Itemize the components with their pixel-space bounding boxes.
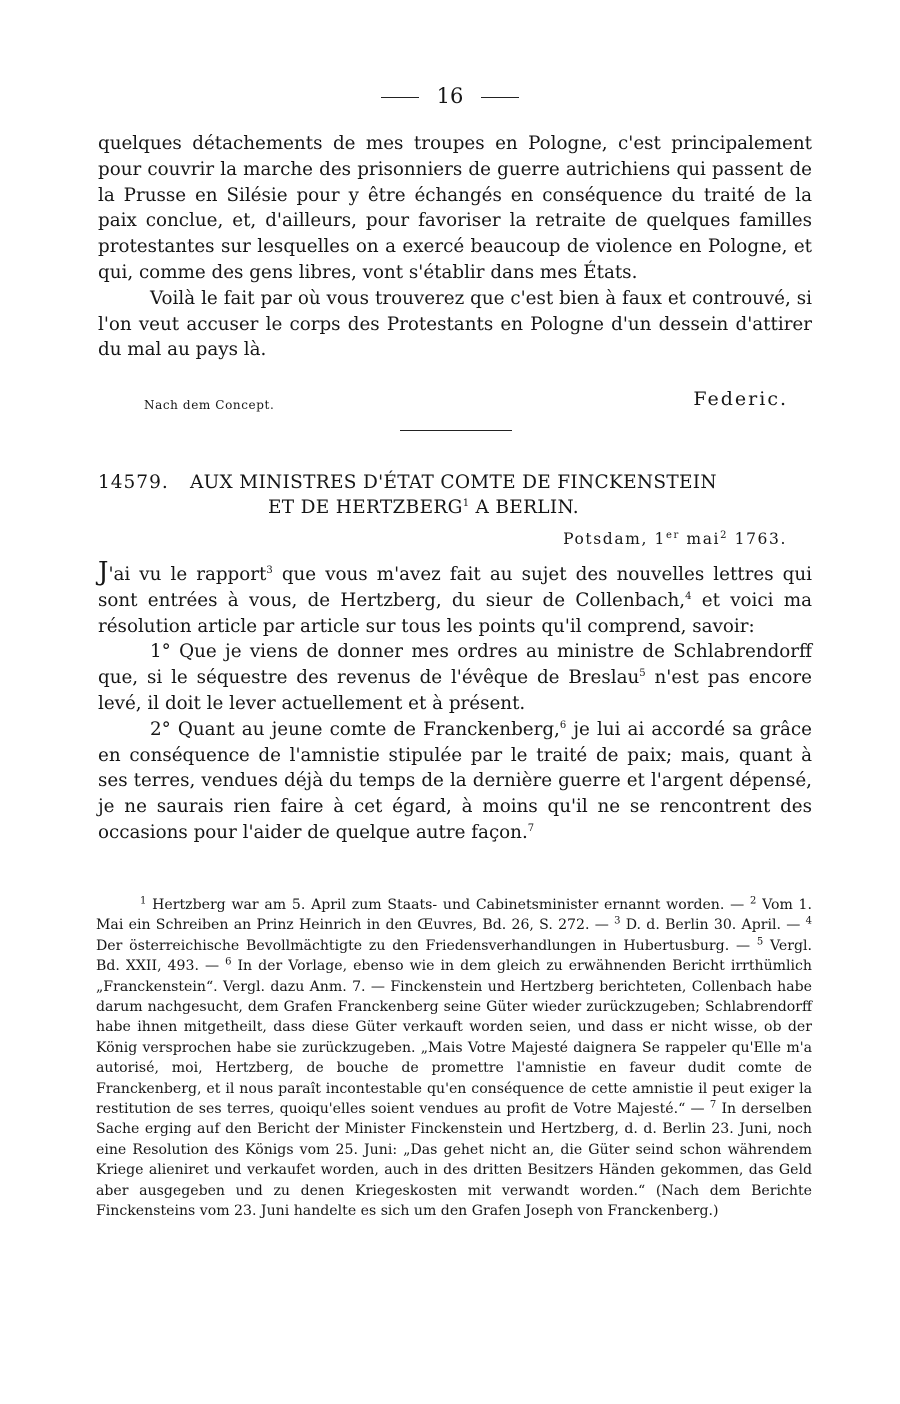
- place-date: [563, 530, 787, 548]
- footnote-ref: 7: [527, 822, 535, 834]
- paragraph-text: n'est pas encore levé, il doit le lever actuellement et à présent.: [98, 667, 812, 714]
- footnote-block: [96, 895, 812, 1222]
- letter-paragraph-2: [98, 639, 812, 716]
- footnote-ref: 6: [559, 719, 567, 731]
- letter-paragraph-3: [98, 717, 812, 846]
- paragraph-text: 2° Quant au jeune comte de Franckenberg,: [150, 718, 560, 740]
- footnote-number: 3: [614, 915, 621, 927]
- letter-number: 14579.: [98, 472, 169, 493]
- footnote-number: 2: [749, 895, 757, 907]
- paragraph-text: que vous m'avez fait au sujet des nouvelles lettres qui sont entrées à vous, de Hertzberg, du sieur de Collenbach,: [98, 564, 812, 611]
- footnote-number: 5: [756, 936, 764, 948]
- paragraph-text: et voici ma résolution article par article sur tous les points qu'il comprend, savoir:: [98, 589, 812, 637]
- section-divider: [400, 430, 512, 431]
- letter-paragraph-1: [98, 557, 812, 639]
- header-dash-right: [481, 97, 519, 98]
- footnote-text: Vergl. Bd. XXII, 493. —: [96, 937, 813, 975]
- footnote-ref: 2: [720, 529, 729, 541]
- footnote-ref: 1: [462, 497, 470, 509]
- footnote-text: Vom 1. Mai ein Schreiben an Prinz Heinrich in den Œuvres, Bd. 26, S. 272. —: [96, 897, 812, 934]
- letter-title-line-2: [118, 495, 812, 520]
- title-text-end: A BERLIN.: [469, 497, 579, 518]
- place: Potsdam,: [563, 530, 655, 548]
- date-day: 1: [654, 530, 666, 548]
- footnote-text: Der österreichische Bevollmächtigte zu den Friedensverhandlungen in Hubertusburg. —: [96, 937, 757, 954]
- footnote-ref: 5: [639, 668, 646, 680]
- paragraph-text: 1° Que je viens de donner mes ordres au ministre de Schlabrendorff que, si le séquestre des revenus de l'évêque de Breslau: [98, 641, 812, 689]
- date-month: mai: [679, 530, 721, 548]
- title-text: ET DE HERTZBERG: [268, 497, 463, 518]
- initial-letter: J: [98, 557, 109, 587]
- footnote-number: 4: [805, 915, 812, 927]
- date-year: 1763.: [728, 530, 787, 548]
- paragraph-text: 'ai vu le rapport: [108, 564, 267, 585]
- date-ordinal: er: [665, 529, 680, 541]
- continued-letter: [98, 131, 812, 363]
- page-number: 16: [436, 84, 464, 108]
- source-row: [98, 388, 798, 414]
- footnote-text: Hertzberg war am 5. April zum Staats- und Cabinetsminister ernannt worden. —: [146, 897, 750, 913]
- signature: Federic.: [693, 388, 788, 410]
- page-header: [0, 84, 900, 108]
- footnote-ref: 3: [266, 564, 273, 576]
- letter-title-line-1: AUX MINISTRES D'ÉTAT COMTE DE FINCKENSTEIN: [190, 472, 717, 493]
- footnote-ref: 4: [685, 590, 692, 602]
- letter-heading: [98, 470, 812, 520]
- footnote-text: D. d. Berlin 30. April. —: [620, 917, 806, 934]
- footnote-text: In der Vorlage, ebenso wie in dem gleich zu erwähnenden Bericht irrthümlich „Franckenstein“. Vergl. dazu Anm. 7. — Finckenstein und Hertzberg berichteten, Collenbach habe darum nachgesucht, dem Grafen Franckenberg seine Güter wieder zurückzugeben; Schlabrendorff habe ihnen mitgetheilt, dass diese Güter verkauft worden seien, und dass er nicht wisse, ob der König versprochen habe sie zurückzugeben. „Mais Votre Majesté daignera Se rappeler qu'Elle m'a autorisé, moi, Hertzberg, de bouche de promettre l'amnistie en faveur dudit comte de Franckenberg, et il nous paraît incontestable qu'en conséquence de cette amnistie il peut exiger la restitution de ses terres, quoiqu'elles soient vendues au profit de Votre Majesté.“ —: [96, 958, 813, 1118]
- letter-body: [98, 557, 812, 846]
- paragraph-text: je lui ai accordé sa grâce en conséquence de l'amnistie stipulée par le traité de paix; mais, quant à ses terres, vendues déjà du temps de la dernière guerre et l'argent dépensé, je ne saurais rien faire à cet égard, à moins qu'il ne se rencontrent des occasions pour l'aider de quelque autre façon.: [98, 718, 812, 843]
- footnote-number: 7: [709, 1099, 717, 1111]
- source-note: Nach dem Concept.: [144, 398, 275, 412]
- footnotes: [96, 895, 812, 1222]
- continued-paragraph: quelques détachements de mes troupes en Pologne, c'est principalement pour couvrir la marche des prisonniers de guerre autrichiens qui passent de la Prusse en Silésie pour y être échangés en conséquence du traité de la paix conclue, et, d'ailleurs, pour favoriser la retraite de quelques familles protestantes sur lesquelles on a exercé beaucoup de violence en Pologne, et qui, comme des gens libres, vont s'établir dans mes États.: [98, 133, 812, 283]
- closing-paragraph: Voilà le fait par où vous trouverez que c'est bien à faux et controuvé, si l'on veut accuser le corps des Protestants en Pologne d'un dessein d'attirer du mal au pays là.: [98, 287, 812, 361]
- footnote-text: In derselben Sache erging auf den Bericht der Minister Finckenstein und Hertzberg, d. d. Berlin 23. Juni, noch eine Resolution des Königs vom 25. Juni: „Das gehet nicht an, die Güter seind schon währendem Kriege alieniret und verkaufet worden, auch in des dritten Besitzers Händen gekommen, das Geld aber ausgegeben und zu denen Kriegeskosten mit verwandt worden.“ (Nach dem Berichte Finckensteins vom 23. Juni handelte es sich um den Grafen Joseph von Franckenberg.): [96, 1101, 812, 1220]
- footnote-number: 6: [225, 956, 232, 968]
- footnote-number: 1: [140, 895, 147, 907]
- header-dash-left: [381, 97, 419, 98]
